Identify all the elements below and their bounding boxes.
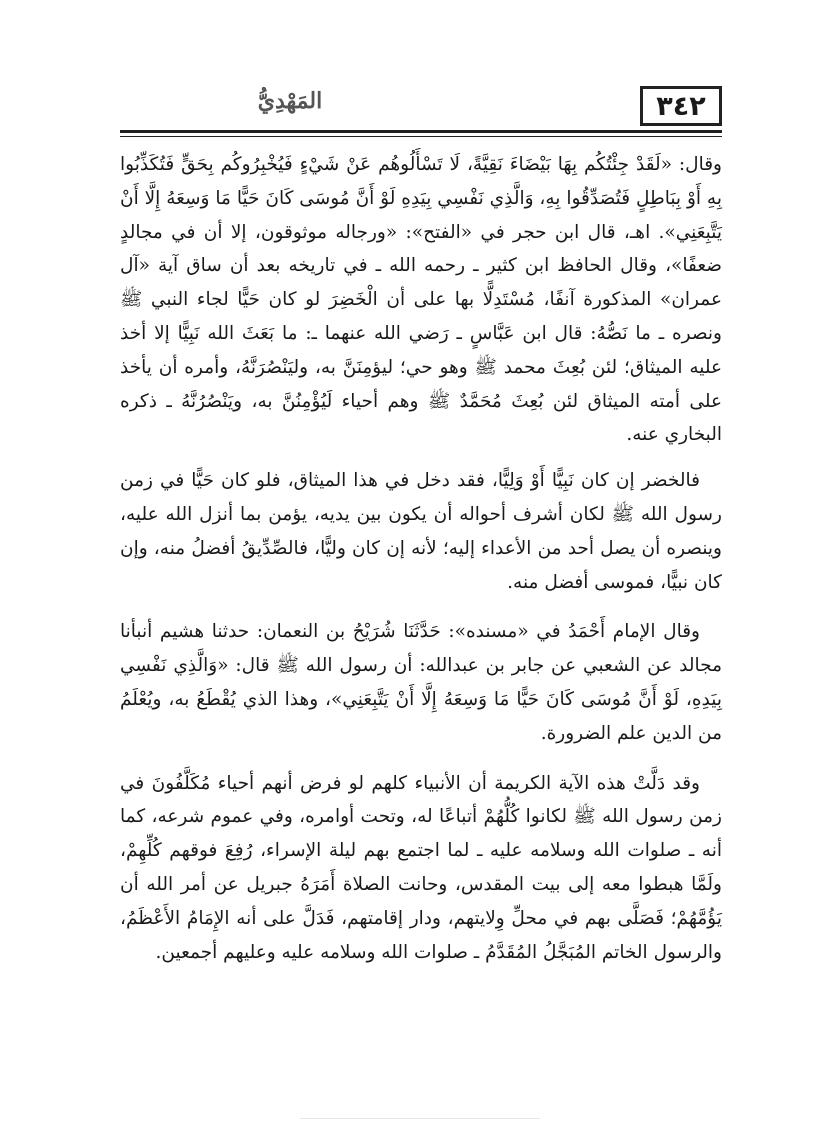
paragraph-3: وقال الإمام أَحْمَدُ في «مسنده»: حَدَّثَنَا شُرَيْحُ بن النعمان: حدثنا هشيم أنبأنا مجالد عن الشعبي عن جابر بن عبدالله: أن رسول الله ﷺ قال: «وَالَّذِي نَفْسِي بِيَدِهِ، لَوْ أَنَّ مُوسَى كَانَ حَيًّا مَا وَسِعَهُ إِلَّا أَنْ يَتَّبِعَنِي»، وهذا الذي يُقْطَعُ به، ويُعْلَمُ من الدين علم الضرورة. [120, 621, 722, 744]
paragraph-4: وقد دَلَّتْ هذه الآية الكريمة أن الأنبياء كلهم لو فرض أنهم أحياء مُكَلَّفُونَ في زمن رسول الله ﷺ لكانوا كُلُّهُمْ أتباعًا له، وتحت أوامره، وفي عموم شرعه، كما أنه ـ صلوات الله وسلامه عليه ـ لما اجتمع بهم ليلة الإسراء، رُفِعَ فوقهم كُلِّهِمْ، ولَمَّا هبطوا معه إلى بيت المقدس، وحانت الصلاة أَمَرَهُ جبريل عن أمر الله أن يَؤُمَّهُمْ؛ فَصَلَّى بهم في محلِّ وِلايتهم، ودار إقامتهم، فَدَلَّ على أنه الإِمَامُ الأَعْظَمُ، والرسول الخاتم المُبَجَّلُ المُقَدَّمُ ـ صلوات الله وسلامه عليه وعليهم أجمعين. [120, 772, 722, 963]
page-number: ٣٤٢ [640, 86, 722, 126]
page-body [120, 148, 722, 985]
header-rule-thin [120, 136, 722, 137]
footer-scan-line [300, 1118, 540, 1119]
paragraph-2: فالخضر إن كان نَبِيًّا أَوْ وَلِيًّا، فقد دخل في هذا الميثاق، فلو كان حَيًّا في زمن رسول الله ﷺ لكان أشرف أحواله أن يكون بين يديه، يؤمن بما أنزل الله عليه، وينصره أن يصل أحد من الأعداء إليه؛ لأنه إن كان وليًّا، فالصِّدِّيقُ أفضلُ منه، وإن كان نبيًّا، فموسى أفضل منه. [120, 470, 722, 593]
running-title: المَهْدِيُّ [257, 88, 323, 114]
header-rule-thick [120, 130, 722, 133]
paragraph-1: وقال: «لَقَدْ جِئْتُكُم بِهَا بَيْضَاءَ نَقِيَّةً، لَا تَسْأَلُوهُم عَنْ شَيْءٍ فَيُخْبِرُوكُم بِحَقٍّ فَتُكَذِّبُوا بِهِ أَوْ بِبَاطِلٍ فَتُصَدِّقُوا بِهِ، وَالَّذِي نَفْسِي بِيَدِهِ لَوْ أَنَّ مُوسَى كَانَ حَيًّا مَا وَسِعَهُ إِلَّا أَنْ يَتَّبِعَنِي». اهـ، قال ابن حجر في «الفتح»: «ورجاله موثوقون، إلا أن في مجالدٍ ضعفًا»، وقال الحافظ ابن كثير ـ رحمه الله ـ في تاريخه بعد أن ساق آية «آل عمران» المذكورة آنفًا، مُسْتَدِلًّا بها على أن الْخَضِرَ لو كان حَيًّا لجاء النبي ﷺ ونصره ـ ما نَصُّهُ: قال ابن عَبَّاسٍ ـ رَضي الله عنهما ـ: ما بَعَثَ الله نَبِيًّا إلا أخذ عليه الميثاق؛ لئن بُعِثَ محمد ﷺ وهو حي؛ ليؤمِنَنَّ به، وليَنْصُرَنَّهُ، وأمره أن يأخذ على أمته الميثاق لئن بُعِثَ مُحَمَّدٌ ﷺ وهم أحياء لَيُؤْمِنُنَّ به، ويَنْصُرُنَّهُ ـ ذكره البخاري عنه. [120, 154, 722, 446]
page-header [120, 86, 722, 132]
